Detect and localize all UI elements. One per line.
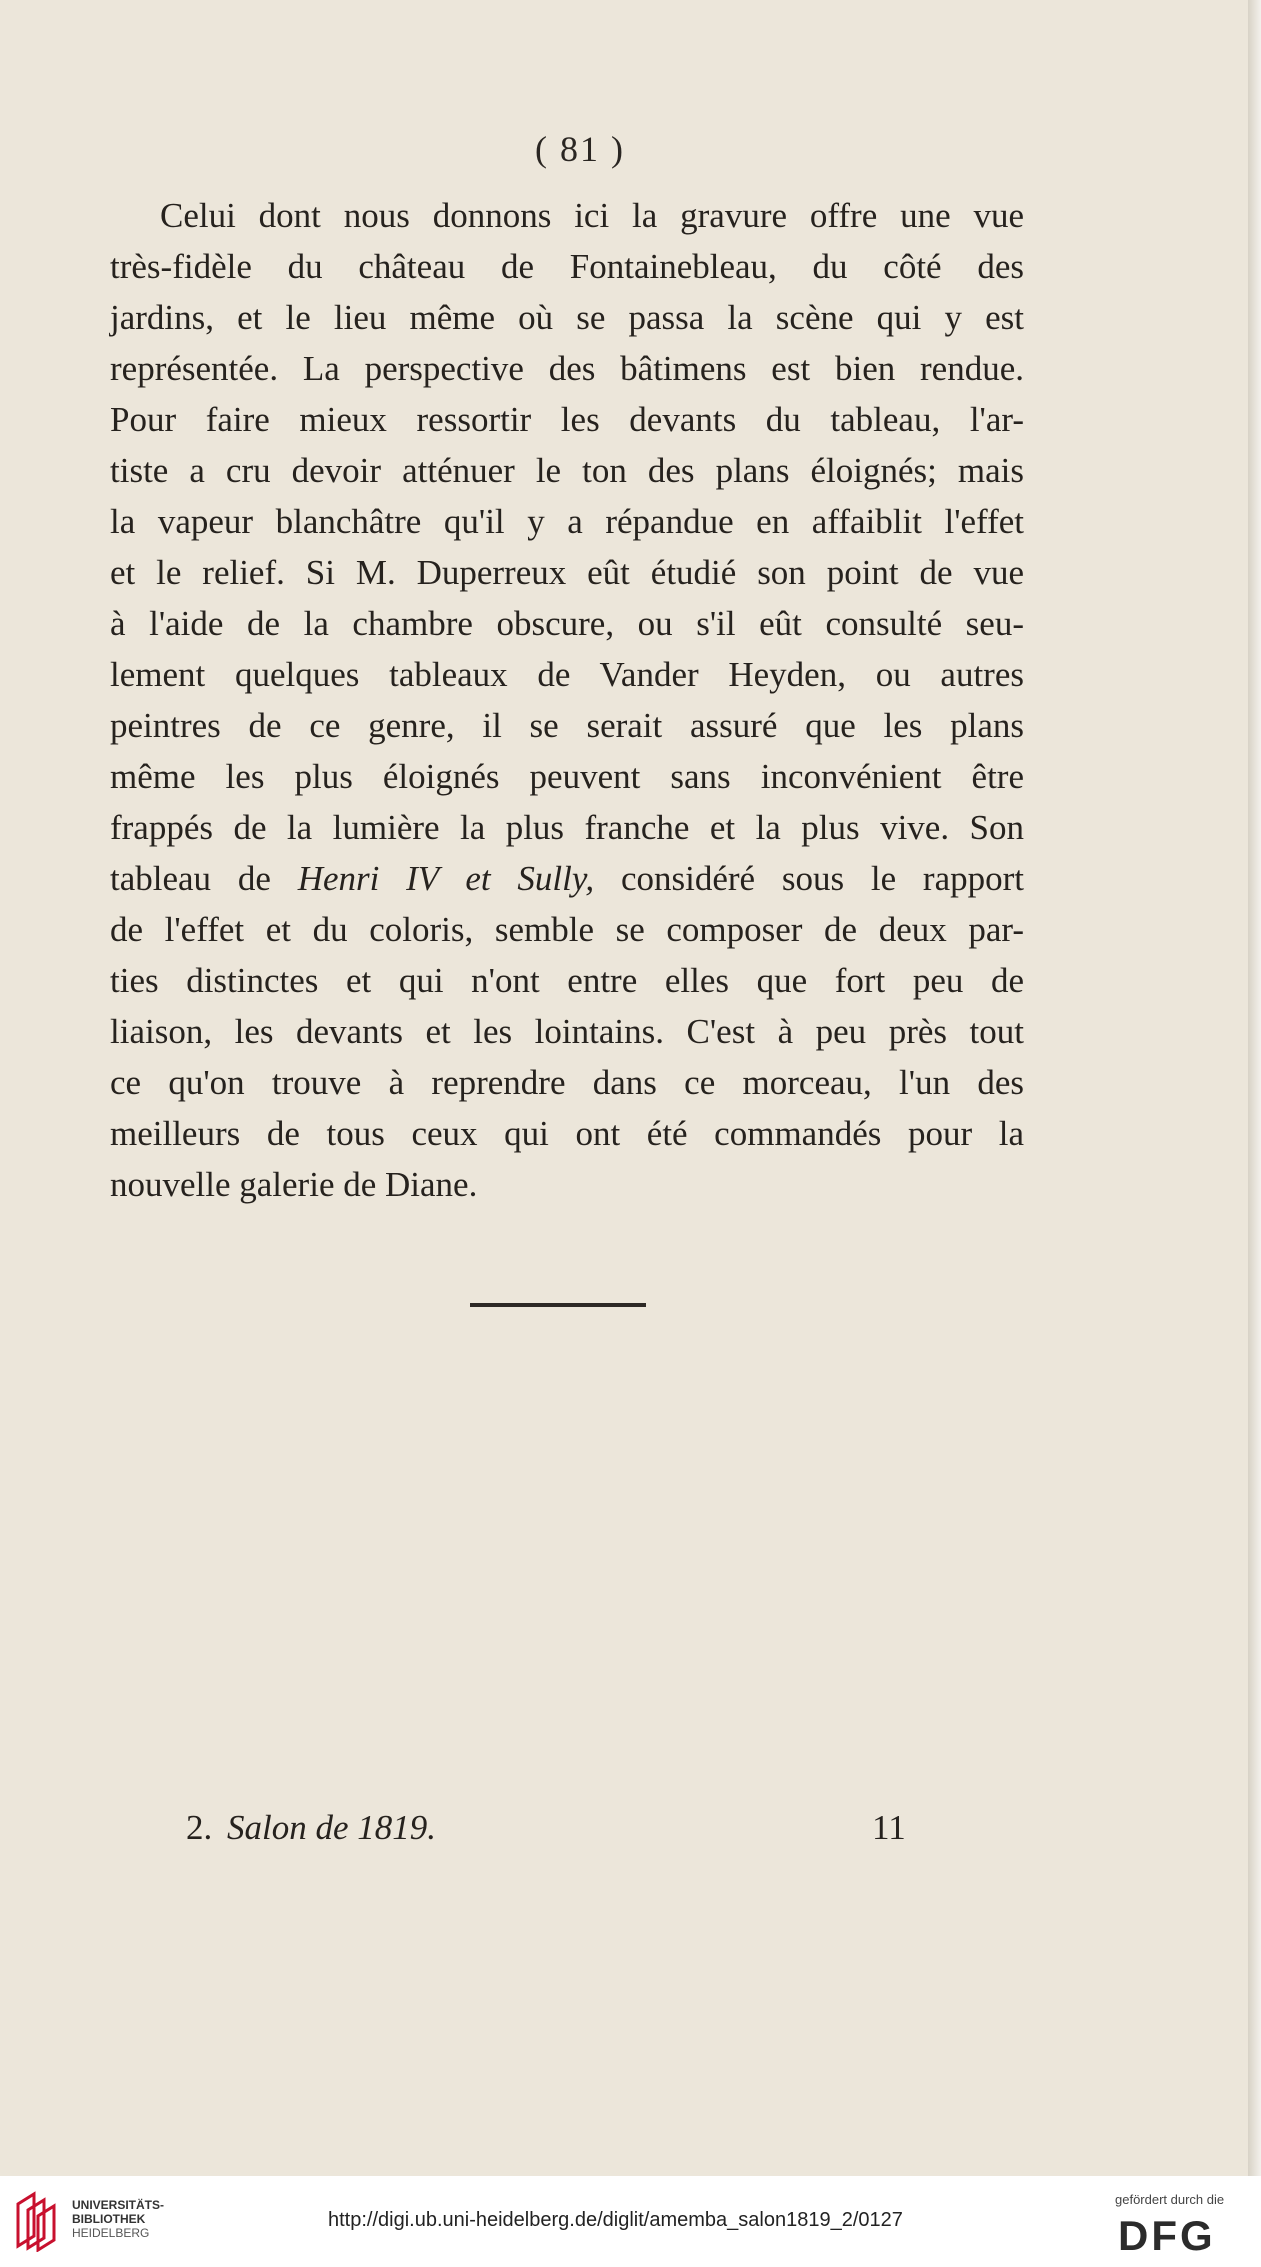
page-number: ( 81 ): [535, 129, 625, 169]
signature-title: Salon de 1819.: [227, 1808, 437, 1847]
library-footer-bar: [0, 2176, 1261, 2267]
text-line-prefix: tableau de: [110, 859, 271, 898]
library-name-line: HEIDELBERG: [72, 2226, 150, 2240]
text-line: liaison, les devants et les lointains. C'est à peu près tout: [110, 1012, 1024, 1051]
text-line: ce qu'on trouve à reprendre dans ce morceau, l'un des: [110, 1063, 1024, 1102]
dfg-logo: DFG: [1118, 2212, 1216, 2259]
text-line: frappés de la lumière la plus franche et la plus vive. Son: [110, 808, 1024, 847]
text-line: de l'effet et du coloris, semble se composer de deux par-: [110, 910, 1024, 949]
text-line: jardins, et le lieu même où se passa la scène qui y est: [110, 298, 1024, 337]
permalink-url[interactable]: http://digi.ub.uni-heidelberg.de/diglit/amemba_salon1819_2/0127: [328, 2209, 903, 2231]
page-edge: [1248, 0, 1261, 2176]
sheet-number: 11: [872, 1808, 906, 1847]
body-paragraph: [110, 190, 1024, 1210]
artwork-title: Henri IV et Sully,: [297, 859, 595, 898]
text-line: et le relief. Si M. Duperreux eût étudié son point de vue: [110, 553, 1024, 592]
text-line: représentée. La perspective des bâtimens est bien rendue.: [110, 349, 1024, 388]
text-line: peintres de ce genre, il se serait assuré que les plans: [110, 706, 1024, 745]
text-line: tiste a cru devoir atténuer le ton des plans éloignés; mais: [110, 451, 1024, 490]
text-line: meilleurs de tous ceux qui ont été commandés pour la: [110, 1114, 1024, 1153]
ub-heidelberg-logo-icon: [12, 2190, 62, 2252]
text-line: Pour faire mieux ressortir les devants du tableau, l'ar-: [110, 400, 1024, 439]
text-line-with-title: [110, 853, 1024, 904]
library-name: [72, 2198, 164, 2240]
signature-mark: [186, 1808, 436, 1848]
text-line: lement quelques tableaux de Vander Heyden, ou autres: [110, 655, 1024, 694]
text-line: à l'aide de la chambre obscure, ou s'il eût consulté seu-: [110, 604, 1024, 643]
signature-number: 2.: [186, 1808, 213, 1847]
text-line: la vapeur blanchâtre qu'il y a répandue en affaiblit l'effet: [110, 502, 1024, 541]
text-line: Celui dont nous donnons ici la gravure offre une vue: [160, 196, 1024, 235]
sponsor-label: gefördert durch die: [1115, 2192, 1225, 2207]
library-name-line: UNIVERSITÄTS-: [72, 2198, 165, 2212]
text-line: même les plus éloignés peuvent sans inconvénient être: [110, 757, 1024, 796]
text-line: nouvelle galerie de Diane.: [110, 1165, 478, 1204]
text-line-rest: considéré sous le rapport: [620, 859, 1025, 898]
text-line: très-fidèle du château de Fontainebleau, du côté des: [110, 247, 1024, 286]
library-name-line: BIBLIOTHEK: [72, 2212, 146, 2226]
section-divider: [470, 1303, 646, 1307]
text-line: ties distinctes et qui n'ont entre elles que fort peu de: [110, 961, 1024, 1000]
